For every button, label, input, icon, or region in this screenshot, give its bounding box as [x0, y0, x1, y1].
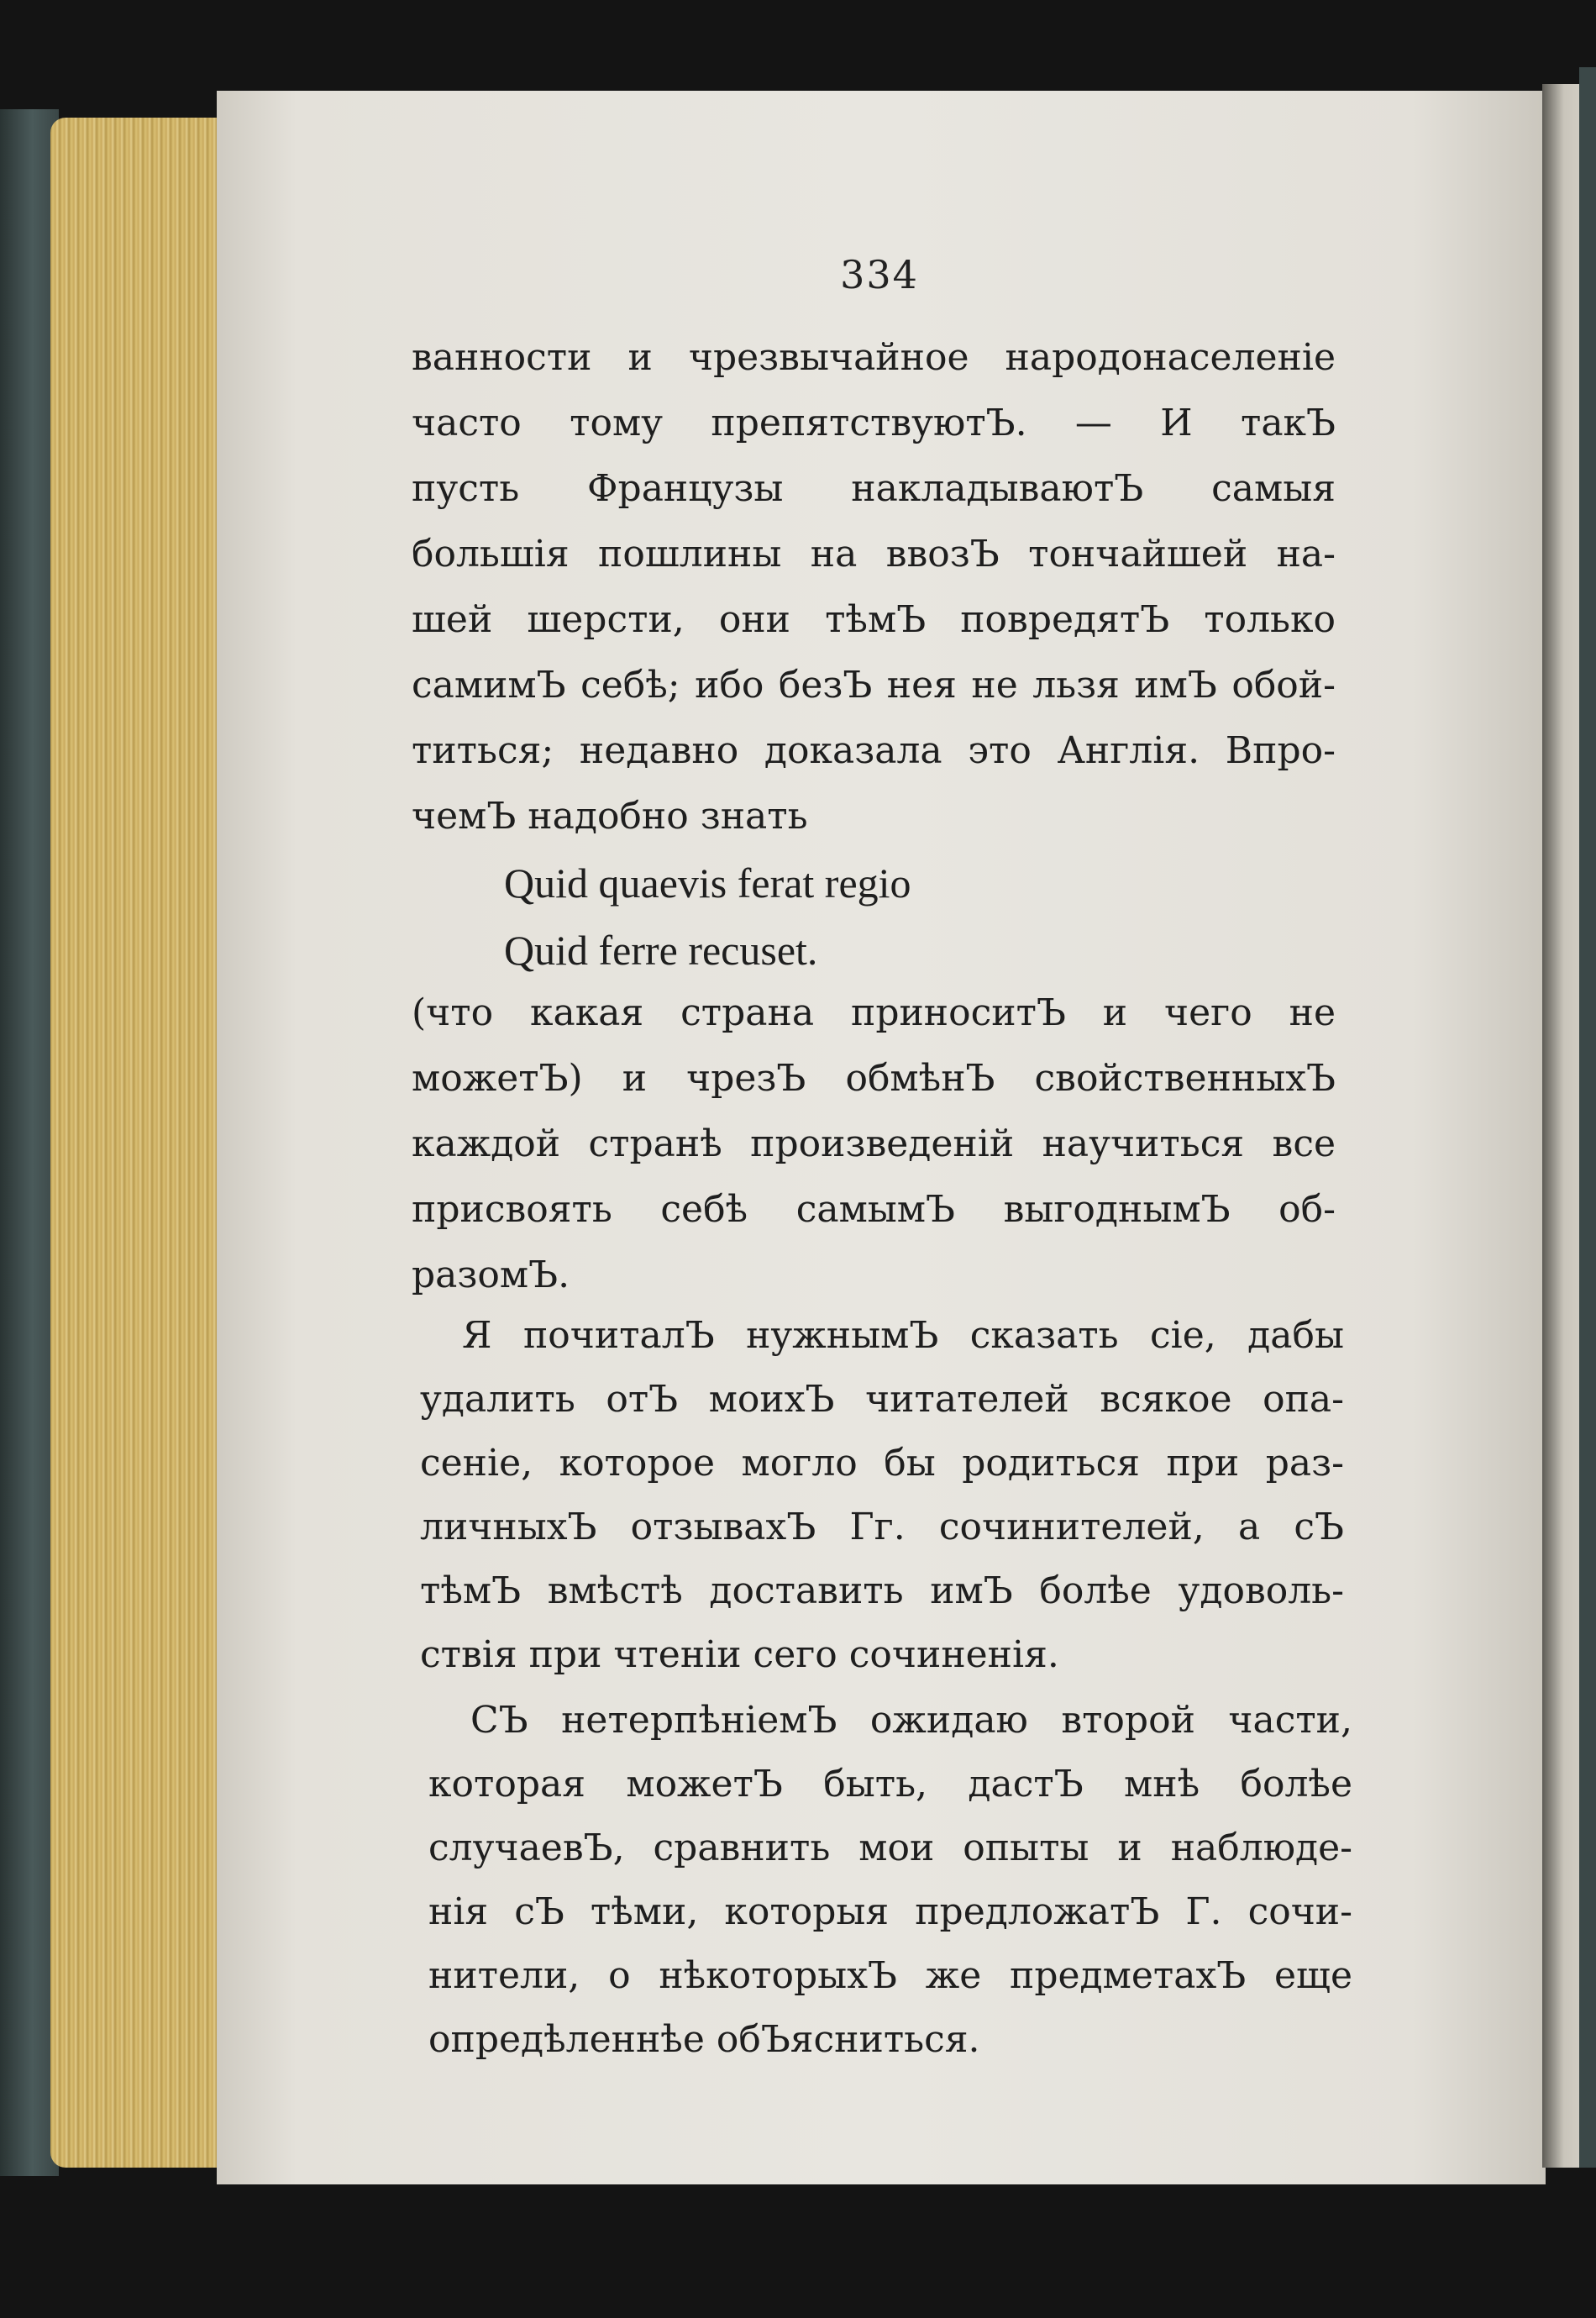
- text-line: часто тому препятствуютЪ. — И такЪ: [412, 402, 1336, 444]
- book-cover-right: [1579, 67, 1596, 2168]
- text-line: пусть Французы накладываютЪ самыя: [412, 467, 1336, 510]
- page-number: 334: [840, 252, 919, 297]
- text-line: опредѣленнѣе обЪясниться.: [428, 2018, 980, 2061]
- text-line: удалить отЪ моихЪ читателей всякое опа-: [420, 1378, 1344, 1421]
- text-line: ствія при чтеніи сего сочиненія.: [420, 1633, 1059, 1676]
- text-line: присвоять себѣ самымЪ выгоднымЪ об-: [412, 1188, 1336, 1231]
- text-line: самимЪ себѣ; ибо безЪ нея не льзя имЪ обой-: [412, 664, 1336, 707]
- text-line: шей шерсти, они тѣмЪ повредятЪ только: [412, 598, 1336, 641]
- text-line: чемЪ надобно знать: [412, 795, 808, 838]
- text-line: каждой странѣ произведеній научиться все: [412, 1122, 1336, 1165]
- text-line: случаевЪ, сравнить мои опыты и наблюде-: [428, 1827, 1352, 1869]
- latin-quote-line: Quid quaevis ferat regio: [504, 859, 911, 907]
- text-line: нители, о нѣкоторыхЪ же предметахЪ еще: [428, 1954, 1352, 1997]
- text-line: Я почиталЪ нужнымЪ сказать сіе, дабы: [462, 1314, 1344, 1357]
- text-line: СЪ нетерпѣніемЪ ожидаю второй части,: [470, 1699, 1352, 1742]
- text-line: нія сЪ тѣми, которыя предложатЪ Г. сочи-: [428, 1890, 1352, 1933]
- text-line: личныхЪ отзывахЪ Гг. сочинителей, а сЪ: [420, 1506, 1344, 1548]
- text-line: ванности и чрезвычайное народонаселеніе: [412, 336, 1336, 379]
- text-line: можетЪ) и чрезЪ обмѣнЪ свойственныхЪ: [412, 1057, 1336, 1100]
- latin-quote-line: Quid ferre recuset.: [504, 927, 818, 974]
- text-line: большія пошлины на ввозЪ тончайшей на-: [412, 533, 1336, 576]
- page-edges: [50, 118, 227, 2168]
- text-line: которая можетЪ быть, дастЪ мнѣ болѣе: [428, 1763, 1352, 1806]
- text-line: титься; недавно доказала это Англія. Впро-: [412, 729, 1336, 772]
- text-line: тѣмЪ вмѣстѣ доставить имЪ болѣе удоволь-: [420, 1569, 1344, 1612]
- text-line: сеніе, которое могло бы родиться при раз-: [420, 1442, 1344, 1485]
- text-line: разомЪ.: [412, 1254, 570, 1296]
- text-line: (что какая страна приноситЪ и чего не: [412, 991, 1336, 1034]
